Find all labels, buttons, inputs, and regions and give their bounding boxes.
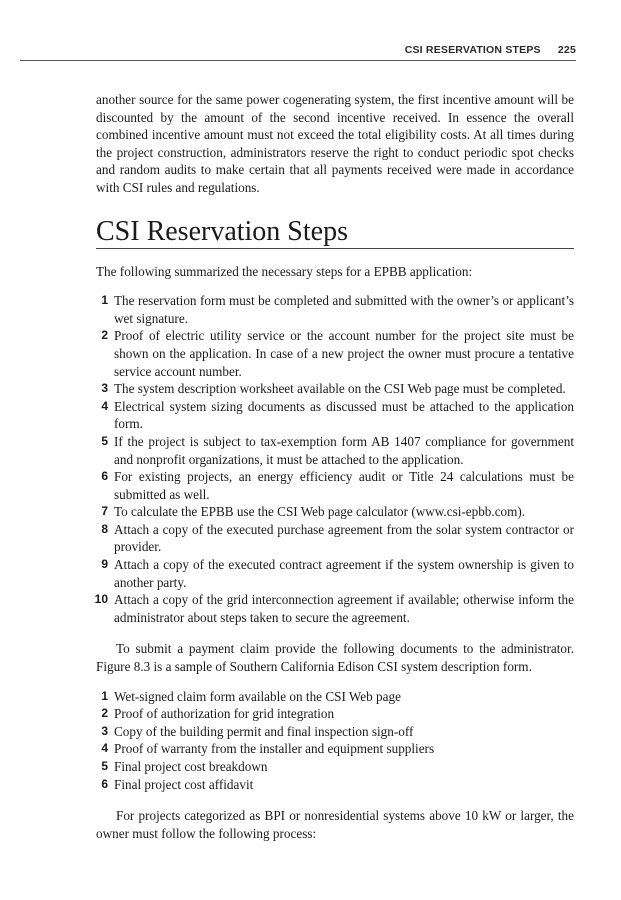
header-rule — [20, 60, 576, 61]
list-item — [96, 705, 574, 723]
item-number: 2 — [101, 706, 108, 721]
item-text: The system description worksheet available on the CSI Web page must be completed. — [114, 381, 566, 397]
list-item — [96, 468, 574, 503]
list-item — [96, 433, 574, 468]
list-item — [96, 327, 574, 380]
list-item — [96, 398, 574, 433]
list-item — [96, 380, 574, 398]
list-item — [96, 503, 574, 521]
page-body — [96, 91, 574, 842]
item-number: 5 — [101, 759, 108, 773]
item-text: Final project cost breakdown — [114, 759, 268, 774]
list-item — [96, 688, 574, 706]
item-text: For existing projects, an energy efficiency audit or Title 24 calculations must be submitted as well. — [114, 469, 574, 502]
claim-documents-list — [96, 688, 574, 794]
item-number: 3 — [101, 723, 108, 738]
item-text: Attach a copy of the executed contract agreement if the system ownership is given to another party. — [114, 557, 574, 590]
item-text: Proof of electric utility service or the account number for the project site must be shown on the application. In case of a new project the owner must procure a tentative service account number. — [114, 328, 574, 379]
running-head — [20, 44, 576, 56]
process-paragraph: For projects categorized as BPI or nonresidential systems above 10 kW or larger, the owner must follow the following process: — [96, 808, 574, 841]
list-item — [96, 521, 574, 556]
list-item — [96, 556, 574, 591]
item-text: Attach a copy of the executed purchase agreement from the solar system contractor or provider. — [114, 521, 574, 555]
carryover-paragraph: another source for the same power cogenerating system, the first incentive amount will be discounted by the amount of the second incentive received. In essence the overall combined incentive amount must not exceed the total eligibility costs. At all times during the project construction, administrators reserve the right to conduct periodic spot checks and random audits to make certain that all payments received were made in accordance with CSI rules and regulations. — [96, 92, 574, 195]
list-item — [96, 776, 574, 794]
item-number: 1 — [101, 688, 108, 703]
item-number: 4 — [101, 398, 108, 413]
item-text: Final project cost affidavit — [114, 776, 254, 792]
item-text: To calculate the EPBB use the CSI Web page calculator (www.csi-epbb.com). — [114, 504, 526, 520]
item-number: 3 — [101, 381, 108, 396]
item-number: 2 — [101, 328, 108, 343]
item-number: 6 — [101, 776, 108, 791]
list-item — [96, 591, 574, 626]
list-item — [96, 723, 574, 741]
running-title: CSI RESERVATION STEPS — [404, 44, 541, 56]
item-number: 9 — [101, 557, 108, 572]
item-text: If the project is subject to tax-exemption form AB 1407 compliance for government and nonprofit organizations, it must be attached to the application. — [114, 433, 574, 467]
item-number: 10 — [94, 592, 108, 607]
item-text: The reservation form must be completed and submitted with the owner’s or applicant’s wet signature. — [114, 293, 574, 326]
item-text: Proof of authorization for grid integration — [114, 706, 335, 722]
reservation-steps-list — [96, 292, 574, 626]
item-number: 1 — [101, 293, 108, 308]
list-item — [96, 292, 574, 327]
item-number: 6 — [101, 469, 108, 484]
item-text: Attach a copy of the grid interconnection agreement if available; otherwise inform the administrator about steps taken to secure the agreement. — [114, 592, 574, 625]
item-number: 7 — [101, 504, 108, 519]
list-item — [96, 758, 574, 776]
item-text: Copy of the building permit and final inspection sign-off — [114, 723, 414, 739]
item-number: 4 — [101, 741, 108, 756]
claim-paragraph: To submit a payment claim provide the following documents to the administrator. Figure 8.3 is a sample of Southern California Edison CSI system description form. — [96, 641, 574, 675]
page-number: 225 — [557, 44, 576, 56]
list-item — [96, 740, 574, 758]
item-number: 5 — [101, 433, 108, 448]
item-number: 8 — [101, 521, 108, 536]
item-text: Wet-signed claim form available on the CSI Web page — [114, 688, 401, 704]
item-text: Electrical system sizing documents as discussed must be attached to the application form. — [114, 398, 574, 432]
item-text: Proof of warranty from the installer and equipment suppliers — [114, 741, 435, 757]
section-heading: CSI Reservation Steps — [96, 217, 574, 249]
intro-paragraph: The following summarized the necessary steps for a EPBB application: — [96, 263, 473, 279]
